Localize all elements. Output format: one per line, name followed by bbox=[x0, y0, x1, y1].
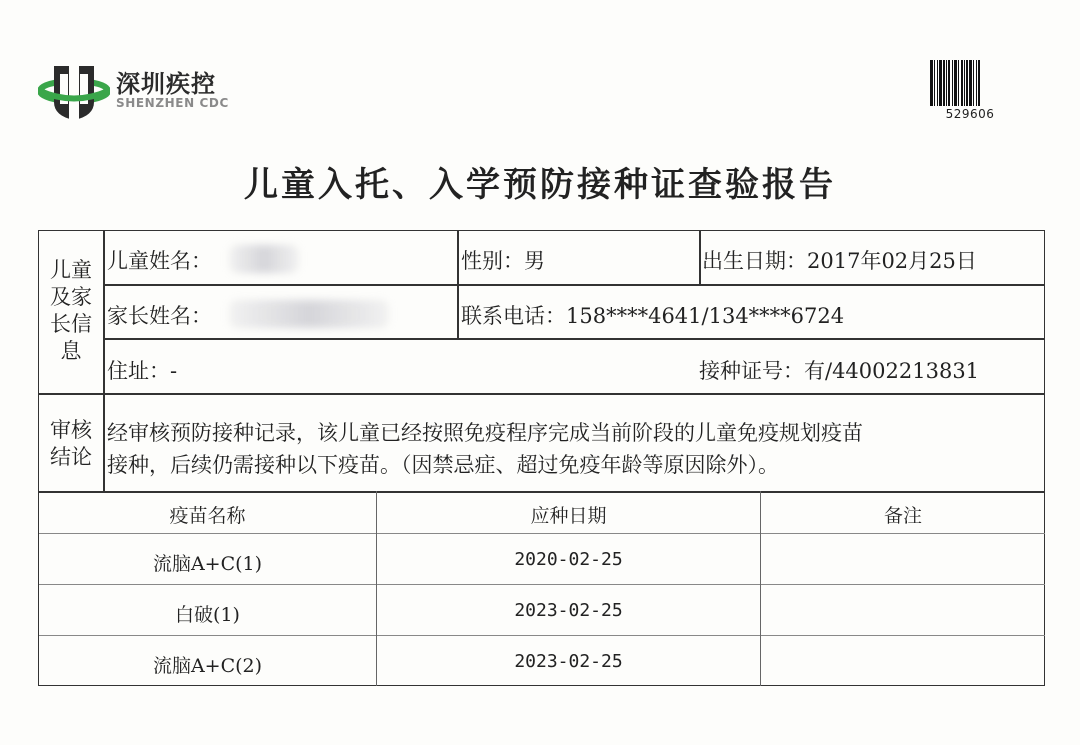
vaccine-name: 白破(1) bbox=[175, 604, 240, 626]
header-due-date: 应种日期 bbox=[530, 505, 607, 527]
logo-name-cn: 深圳疾控 bbox=[116, 70, 216, 98]
child-name-redacted bbox=[229, 245, 299, 273]
header-vaccine-name: 疫苗名称 bbox=[169, 505, 246, 527]
row-divider bbox=[103, 338, 1045, 340]
info-section-label: 儿童 及家 长信 息 bbox=[50, 258, 92, 363]
vaccine-due-date: 2023-02-25 bbox=[514, 651, 623, 672]
cdc-emblem-icon bbox=[38, 58, 110, 122]
col-divider bbox=[699, 231, 701, 284]
barcode bbox=[930, 60, 1010, 122]
birth-date: 出生日期：2017年02月25日 bbox=[702, 249, 977, 273]
gender: 性别：男 bbox=[461, 249, 545, 273]
row-divider bbox=[39, 393, 1045, 395]
header-notes: 备注 bbox=[883, 505, 922, 527]
row-divider bbox=[39, 584, 1045, 585]
row-divider bbox=[103, 284, 1045, 286]
col-divider bbox=[457, 231, 459, 338]
vaccine-due-date: 2023-02-25 bbox=[514, 600, 623, 621]
col-divider bbox=[103, 231, 105, 491]
row-divider bbox=[39, 533, 1045, 534]
shenzhen-cdc-logo bbox=[38, 58, 238, 122]
vaccination-certificate: 接种证号：有/44002213831 bbox=[699, 359, 980, 383]
parent-name-redacted bbox=[229, 300, 389, 328]
row-divider bbox=[39, 491, 1045, 493]
barcode-bars bbox=[930, 60, 1010, 106]
phone-number: 联系电话：158****4641/134****6724 bbox=[461, 304, 845, 328]
address: 住址：- bbox=[107, 359, 178, 383]
conclusion-line-2: 接种，后续仍需接种以下疫苗。（因禁忌症、超过免疫年龄等原因除外）。 bbox=[107, 453, 779, 477]
vaccine-due-date: 2020-02-25 bbox=[514, 549, 623, 570]
row-divider bbox=[39, 635, 1045, 636]
vaccine-name: 流脑A+C(2) bbox=[152, 655, 263, 677]
document-title: 儿童入托、入学预防接种证查验报告 bbox=[244, 165, 836, 205]
report-form bbox=[38, 230, 1045, 686]
logo-name-en: SHENZHEN CDC bbox=[116, 96, 229, 110]
barcode-bar bbox=[980, 60, 981, 106]
barcode-number: 529606 bbox=[945, 107, 995, 121]
parent-name-label: 家长姓名： bbox=[107, 304, 212, 328]
vaccine-name: 流脑A+C(1) bbox=[152, 553, 263, 575]
conclusion-label: 审核 结论 bbox=[50, 418, 92, 469]
child-name-label: 儿童姓名： bbox=[107, 249, 212, 273]
conclusion-line-1: 经审核预防接种记录，该儿童已经按照免疫程序完成当前阶段的儿童免疫规划疫苗 bbox=[107, 421, 863, 445]
